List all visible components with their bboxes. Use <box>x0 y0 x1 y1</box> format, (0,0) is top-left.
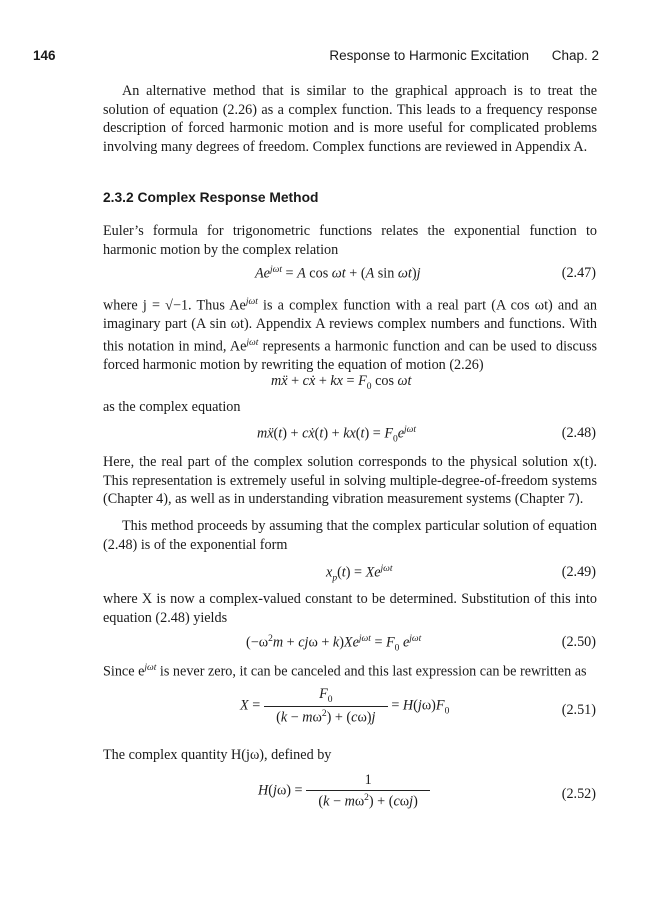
paragraph-here-real: Here, the real part of the complex solution corresponds to the physical solution x(t). This representation is extremely useful in solving multiple-degree-of-freedom systems (Chapter 4), as well as in understanding vibration measurement systems (Chapter 7). <box>103 454 597 507</box>
section-heading: 2.3.2 Complex Response Method <box>103 190 319 205</box>
equation-motion: mẍ + cẋ + kx = $F_0$ cos ωt <box>271 373 412 392</box>
paragraph-complex-quantity: The complex quantity H(jω), defined by <box>103 747 332 763</box>
equation-2-51: X = $\frac{F_0}{(k - m\omega^2) + (c\omega)j}$ = $H(j\omega)F_0$ <box>240 686 450 726</box>
paragraph-where-j: where j = √−1. Thus $Ae^{j\omega t}$ is a complex function with a real part (A cos ωt) and an imaginary part (A sin ωt). Appendix A reviews complex numbers and functions. With this notation in mind, $Ae^{j\omega t}$ represents a harmonic function and can be used to discuss forced harmonic motion by rewriting the equation of motion (2.26) <box>103 297 597 373</box>
equation-number: (2.47) <box>561 265 596 281</box>
equation-number: (2.50) <box>561 634 596 650</box>
paragraph-as-complex: as the complex equation <box>103 399 241 415</box>
running-title: Response to Harmonic Excitation <box>329 48 529 63</box>
page-number: 146 <box>33 48 56 63</box>
paragraph-where-x: where X is now a complex-valued constant to be determined. Substitution of this into equation (2.48) yields <box>103 591 597 626</box>
paragraph-method: This method proceeds by assuming that the complex particular solution of equation (2.48) is of the exponential form <box>103 518 597 553</box>
paragraph-euler: Euler’s formula for trigonometric functions relates the exponential function to harmonic motion by the complex relation <box>103 223 597 258</box>
equation-2-52: H(jω) = $\frac{1}{(k - m\omega^2) + (c\omega j)}$ <box>258 772 430 811</box>
equation-2-50: $(-\omega^2m + cj\omega + k)Xe^{j\omega t} = F_0$ $e^{j\omega t}$ <box>246 634 422 654</box>
equation-number: (2.51) <box>561 702 596 718</box>
equation-number: (2.49) <box>561 564 596 580</box>
equation-number: (2.52) <box>561 786 596 802</box>
equation-2-47: $Ae^{j\omega t} = A$ cos ωt + (A sin ωt)j <box>255 265 421 282</box>
equation-number: (2.48) <box>561 425 596 441</box>
chapter-label: Chap. 2 <box>551 48 599 63</box>
paragraph-since: Since $e^{j\omega t}$ is never zero, it can be canceled and this last expression can be rewritten as <box>103 663 587 680</box>
equation-2-49: $x_p(t) = Xe^{j\omega t}$ <box>326 564 393 584</box>
page-header <box>33 48 599 68</box>
equation-2-48: mẍ(t) + cẋ(t) + $kx(t) = F_0e^{j\omega t}$ <box>257 425 417 445</box>
paragraph-intro: An alternative method that is similar to the graphical approach is to treat the solution of equation (2.26) as a complex function. This leads to a frequency response description of forced harmonic motion and is more useful for complicated problems involving many degrees of freedom. Complex functions are reviewed in Appendix A. <box>103 83 597 155</box>
